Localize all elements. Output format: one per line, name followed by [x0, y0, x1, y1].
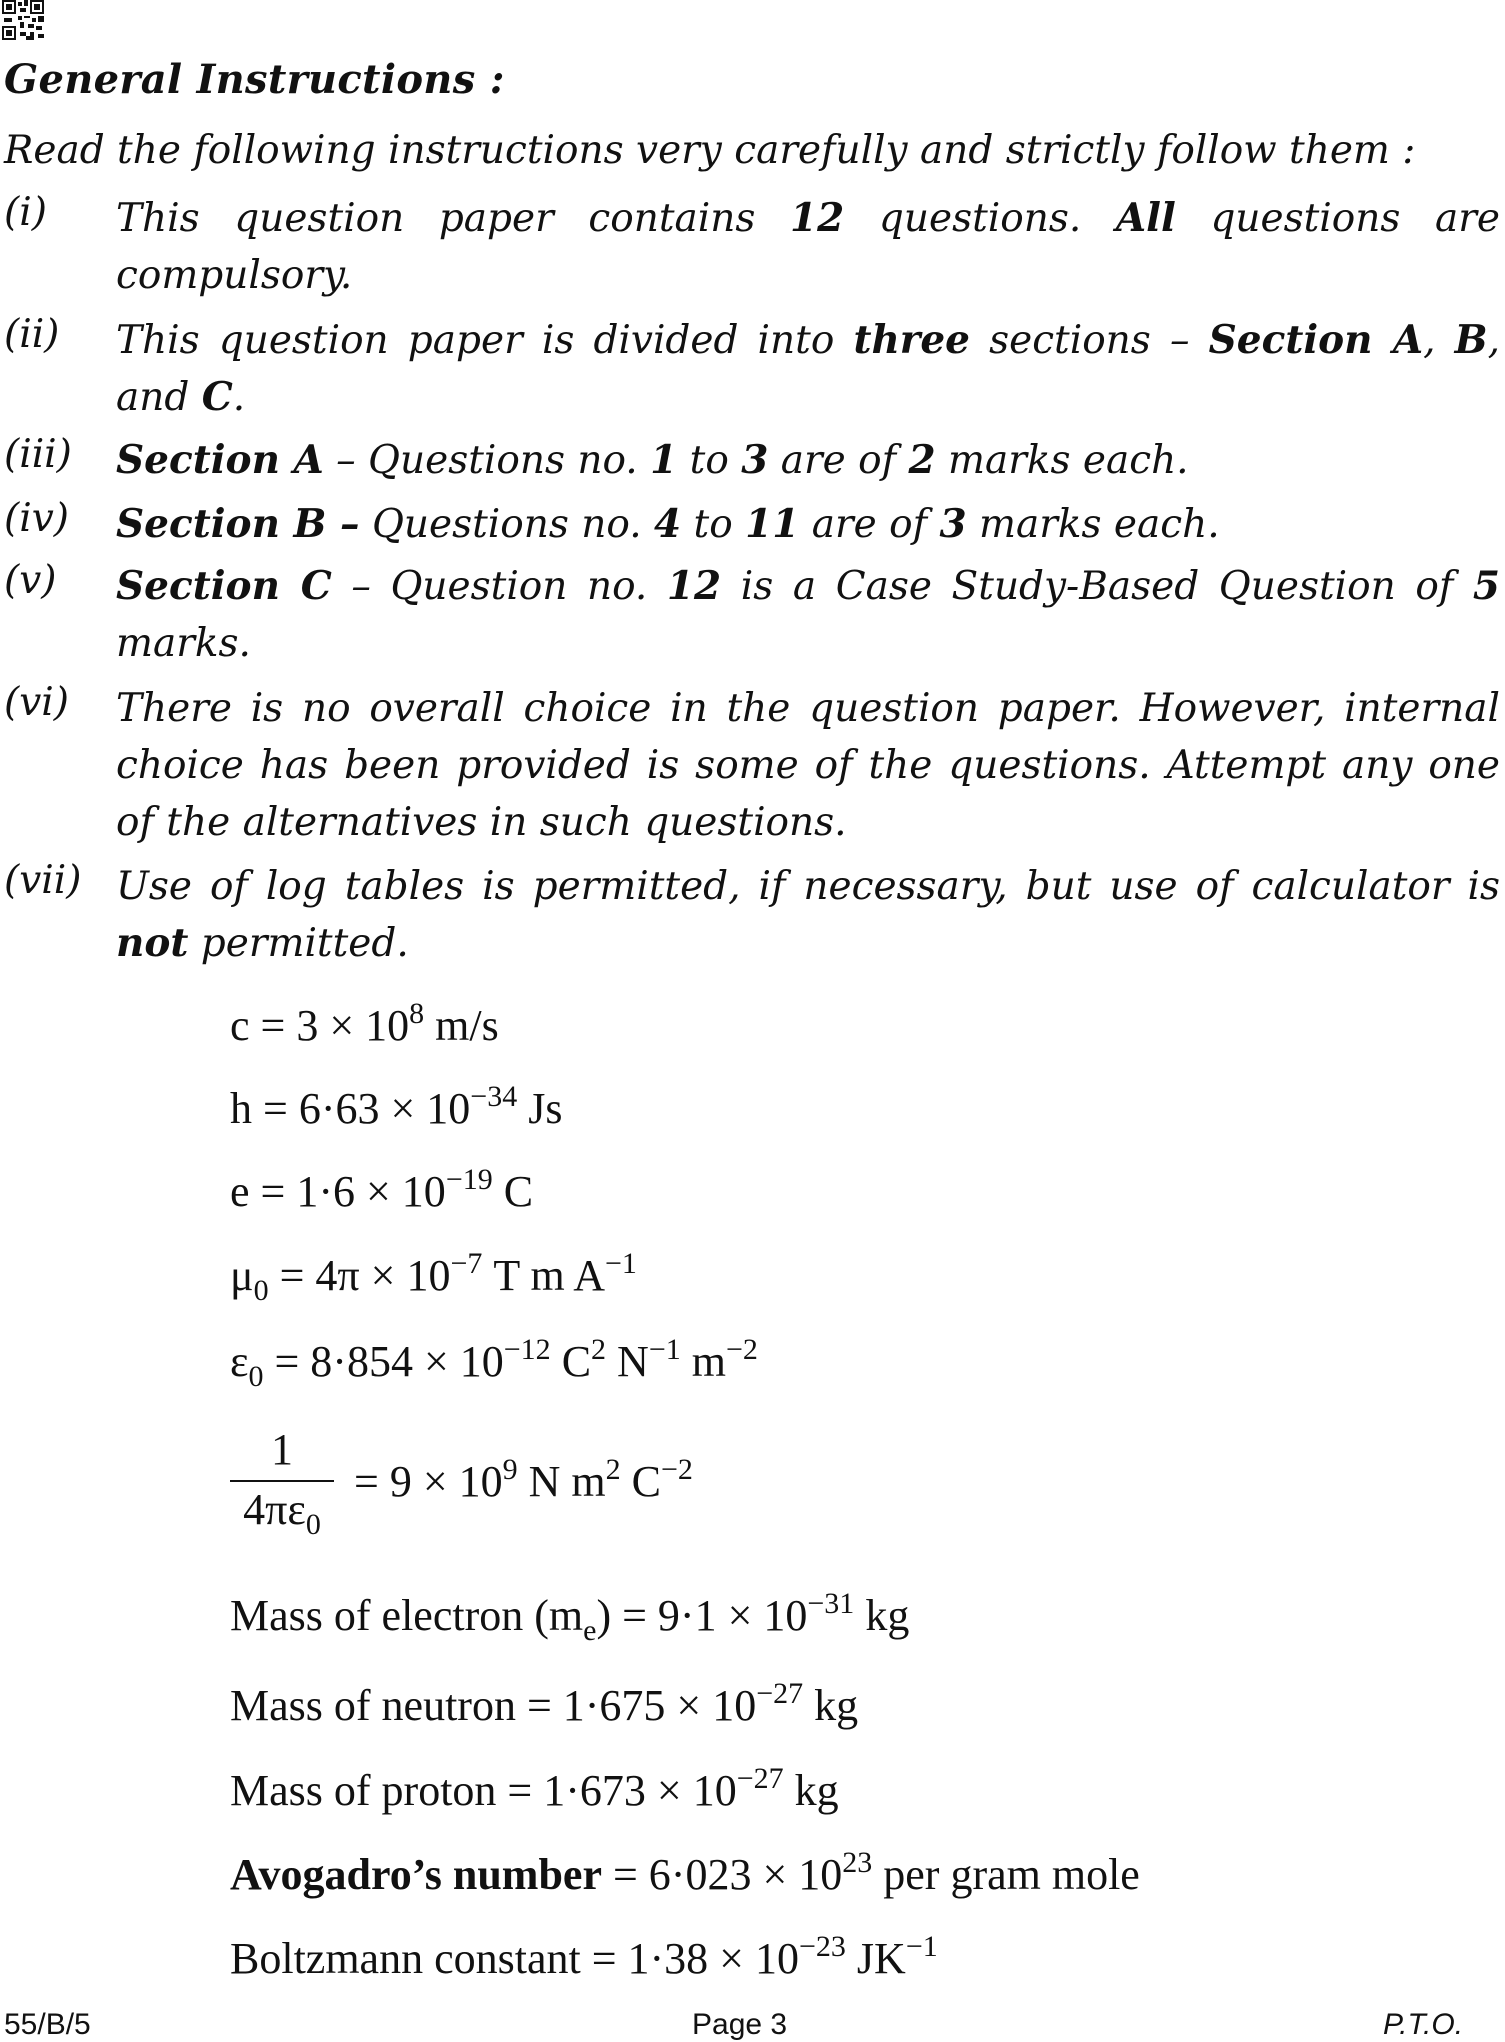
instruction-number: (v) — [4, 558, 57, 603]
instruction-fragment: Questions no. — [359, 502, 654, 547]
emphasis-text: three — [853, 317, 970, 363]
instruction-fragment: There is no overall choice in the question paper. However, internal choice has been provided is some of the questions. Attempt any one of the alternatives in such questions. — [116, 686, 1500, 845]
instruction-fragment: permitted. — [188, 921, 409, 966]
emphasis-text: Section A — [1208, 317, 1424, 363]
instruction-number: (iv) — [4, 496, 69, 541]
instruction-fragment: questions are compulsory. — [116, 196, 1500, 298]
emphasis-text: 3 — [939, 501, 967, 547]
emphasis-text: All — [1115, 195, 1176, 241]
instruction-fragment: to — [681, 502, 746, 547]
instruction-fragment: This question paper is divided into — [116, 318, 854, 363]
coulomb-fraction: 1 $4\pi\varepsilon_0$ — [230, 1424, 334, 1532]
instruction-text — [116, 312, 1500, 426]
instruction-fragment: is a Case Study-Based Question of — [721, 564, 1473, 609]
emphasis-text: 2 — [908, 437, 936, 483]
instruction-number: (iii) — [4, 432, 72, 477]
instruction-text — [116, 680, 1500, 851]
constant-speed-of-light: $c = 3 \times 10^8$ m/s — [230, 997, 499, 1050]
instruction-fragment: . — [232, 375, 246, 420]
instruction-number: (vi) — [4, 680, 69, 725]
emphasis-text: C — [201, 374, 233, 420]
emphasis-text: Section B – — [116, 501, 360, 547]
instructions-intro: Read the following instructions very carefully and strictly follow them : — [4, 128, 1416, 173]
constant-avogadro: Avogadro’s number = $6\cdot 023 \times 10^{23}$ per gram mole — [230, 1846, 1140, 1899]
emphasis-text: Section C — [116, 563, 332, 609]
instruction-number: (i) — [4, 190, 47, 235]
instruction-fragment: , and — [116, 318, 1500, 420]
instruction-number: (vii) — [4, 858, 82, 903]
instruction-number: (ii) — [4, 312, 60, 357]
constant-neutron-mass: Mass of neutron = $1\cdot 675 \times 10^{-27}$ kg — [230, 1677, 859, 1730]
constant-boltzmann: Boltzmann constant = $1\cdot 38 \times 10^{-23}$ $JK^{-1}$ — [230, 1930, 938, 1983]
emphasis-text: 11 — [745, 501, 800, 547]
emphasis-text: 1 — [650, 437, 678, 483]
emphasis-text: 12 — [666, 563, 722, 609]
general-instructions-heading: General Instructions : — [4, 56, 505, 103]
instruction-fragment: are of — [799, 502, 940, 547]
constant-permittivity: $\varepsilon_0 = 8\cdot 854 \times 10^{-12}$ $C^2$ $N^{-1}$ $m^{-2}$ — [230, 1333, 758, 1393]
please-turn-over: P.T.O. — [1383, 2008, 1464, 2041]
instruction-fragment: – Questions no. — [323, 438, 651, 483]
instruction-fragment: are of — [768, 438, 909, 483]
page-number: Page 3 — [692, 2008, 788, 2041]
constant-coulomb: 1 $4\pi\varepsilon_0$ = $9 \times 10^9$ N $m^2$ $C^{-2}$ — [230, 1424, 930, 1554]
instruction-fragment: , — [1423, 318, 1455, 363]
emphasis-text: 12 — [790, 195, 845, 241]
instruction-text — [116, 190, 1500, 304]
instruction-text — [116, 432, 1500, 489]
emphasis-text: 4 — [654, 501, 682, 547]
instruction-fragment: marks each. — [935, 438, 1189, 483]
instruction-text — [116, 858, 1500, 972]
constant-proton-mass: Mass of proton = $1\cdot 673 \times 10^{-27}$ kg — [230, 1762, 839, 1815]
instruction-fragment: marks. — [116, 621, 251, 666]
instruction-fragment: questions. — [844, 196, 1116, 241]
instruction-fragment: Use of log tables is permitted, if necessary, but use of calculator is — [116, 864, 1500, 909]
constant-permeability: $\mu_0 = 4\pi \times 10^{-7}$ T m $A^{-1}$ — [230, 1247, 637, 1307]
paper-code: 55/B/5 — [4, 2008, 91, 2041]
instruction-fragment: to — [677, 438, 742, 483]
instruction-fragment: – Question no. — [331, 564, 667, 609]
instruction-fragment: This question paper contains — [116, 196, 790, 241]
instruction-fragment: sections – — [969, 318, 1209, 363]
instruction-text — [116, 558, 1500, 672]
constant-electron-mass: Mass of electron $(m_e) = 9\cdot 1 \times 10^{-31}$ kg — [230, 1587, 910, 1647]
qr-code-icon — [2, 0, 44, 40]
emphasis-text: not — [116, 920, 189, 966]
emphasis-text: B — [1454, 317, 1488, 363]
constant-electron-charge: $e = 1\cdot 6 \times 10^{-19}$ C — [230, 1163, 534, 1216]
instruction-fragment: marks each. — [966, 502, 1220, 547]
emphasis-text: Section A — [116, 437, 324, 483]
instruction-text — [116, 496, 1500, 553]
constant-planck: $h = 6\cdot 63 \times 10^{-34}$ Js — [230, 1080, 563, 1133]
emphasis-text: 3 — [741, 437, 769, 483]
emphasis-text: 5 — [1472, 563, 1501, 609]
